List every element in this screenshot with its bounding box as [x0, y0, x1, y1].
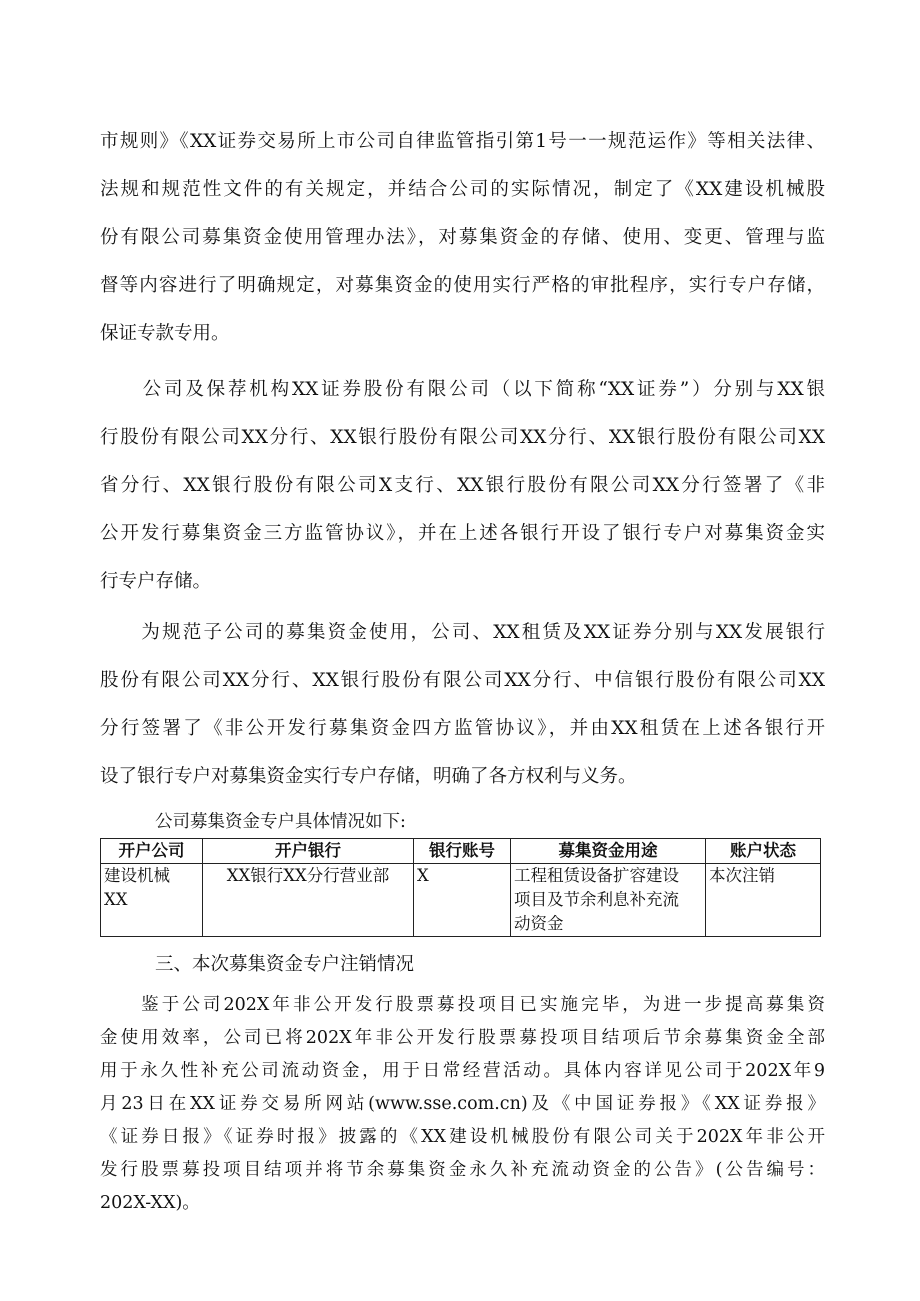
text-line: 省分行、XX银行股份有限公司X支行、XX银行股份有限公司XX分行签署了《非: [100, 475, 825, 496]
cell-line: [104, 912, 199, 936]
table-cell: [706, 864, 821, 937]
text-line: 设了银行专户对募集资金实行专户存储，明确了各方权利与义务。: [100, 766, 637, 787]
text-line: 金使用效率，公司已将202X年非公开发行股票募投项目结项后节余募集资金全部: [100, 1028, 825, 1048]
text-line: 法规和规范性文件的有关规定，并结合公司的实际情况，制定了《XX建设机械股: [100, 179, 825, 200]
text-line: 督等内容进行了明确规定，对募集资金的使用实行严格的审批程序，实行专户存储，: [100, 275, 825, 296]
column-header: 募集资金用途: [511, 839, 706, 864]
paragraph-quadripartite-agreement: [100, 609, 825, 801]
text-line: 公开发行募集资金三方监管协议》，并在上述各银行开设了银行专户对募集资金实: [100, 523, 825, 544]
table-cell: [414, 864, 511, 937]
table-caption: 公司募集资金专户具体情况如下:: [155, 812, 406, 832]
text-line: 保证专款专用。: [100, 323, 230, 344]
cell-line: 项目及节余利息补充流: [514, 890, 679, 909]
section-heading: 三、本次募集资金专户注销情况: [155, 954, 415, 975]
table-cell: [203, 864, 414, 937]
text-line: 行专户存储。: [100, 571, 212, 592]
cell-line: XX: [104, 890, 128, 909]
account-table: [100, 838, 821, 937]
text-line: 用于永久性补充公司流动资金，用于日常经营活动。具体内容详见公司于202X年9: [100, 1061, 825, 1081]
table-header-row: [101, 839, 821, 864]
text-line: 市规则》《XX证券交易所上市公司自律监管指引第1号一一规范运作》等相关法律、: [100, 131, 825, 152]
paragraph-regulations: [100, 118, 825, 358]
text-line: 分行签署了《非公开发行募集资金四方监管协议》，并由XX租赁在上述各银行开: [100, 718, 825, 739]
paragraph-account-cancellation: [100, 989, 825, 1220]
text-line: 鉴于公司202X年非公开发行股票募投项目已实施完毕，为进一步提高募集资: [100, 995, 825, 1015]
column-header: 开户银行: [203, 839, 414, 864]
text-line: 《证券日报》《证券时报》披露的《XX建设机械股份有限公司关于202X年非公开: [100, 1127, 825, 1147]
text-line: 202X-XX)。: [100, 1193, 200, 1213]
cell-line: X: [417, 866, 429, 885]
cell-line: 动资金: [514, 914, 564, 933]
text-line: 公司及保荐机构XX证券股份有限公司（以下简称“XX证券”）分别与XX银: [100, 379, 825, 400]
text-line: 为规范子公司的募集资金使用，公司、XX租赁及XX证券分别与XX发展银行: [100, 622, 825, 643]
column-header: 账户状态: [706, 839, 821, 864]
table-row: [101, 864, 821, 937]
table-cell: [511, 864, 706, 937]
column-header: 银行账号: [414, 839, 511, 864]
table-cell: [101, 864, 203, 937]
cell-line: 工程租赁设备扩容建设: [514, 866, 679, 885]
cell-line: 本次注销: [709, 866, 775, 885]
paragraph-tripartite-agreement: [100, 366, 825, 606]
text-line: 股份有限公司XX分行、XX银行股份有限公司XX分行、中信银行股份有限公司XX: [100, 670, 825, 691]
text-line: 发行股票募投项目结项并将节余募集资金永久补充流动资金的公告》(公告编号：: [100, 1160, 825, 1180]
text-line: 份有限公司募集资金使用管理办法》，对募集资金的存储、使用、变更、管理与监: [100, 227, 825, 248]
cell-line: 建设机械: [104, 866, 170, 885]
text-line: 行股份有限公司XX分行、XX银行股份有限公司XX分行、XX银行股份有限公司XX: [100, 427, 825, 448]
text-line: 月23日在XX证券交易所网站(www.sse.com.cn)及《中国证券报》《XX证券报》: [100, 1094, 825, 1114]
column-header: 开户公司: [101, 839, 203, 864]
cell-line: XX银行XX分行营业部: [226, 866, 390, 885]
